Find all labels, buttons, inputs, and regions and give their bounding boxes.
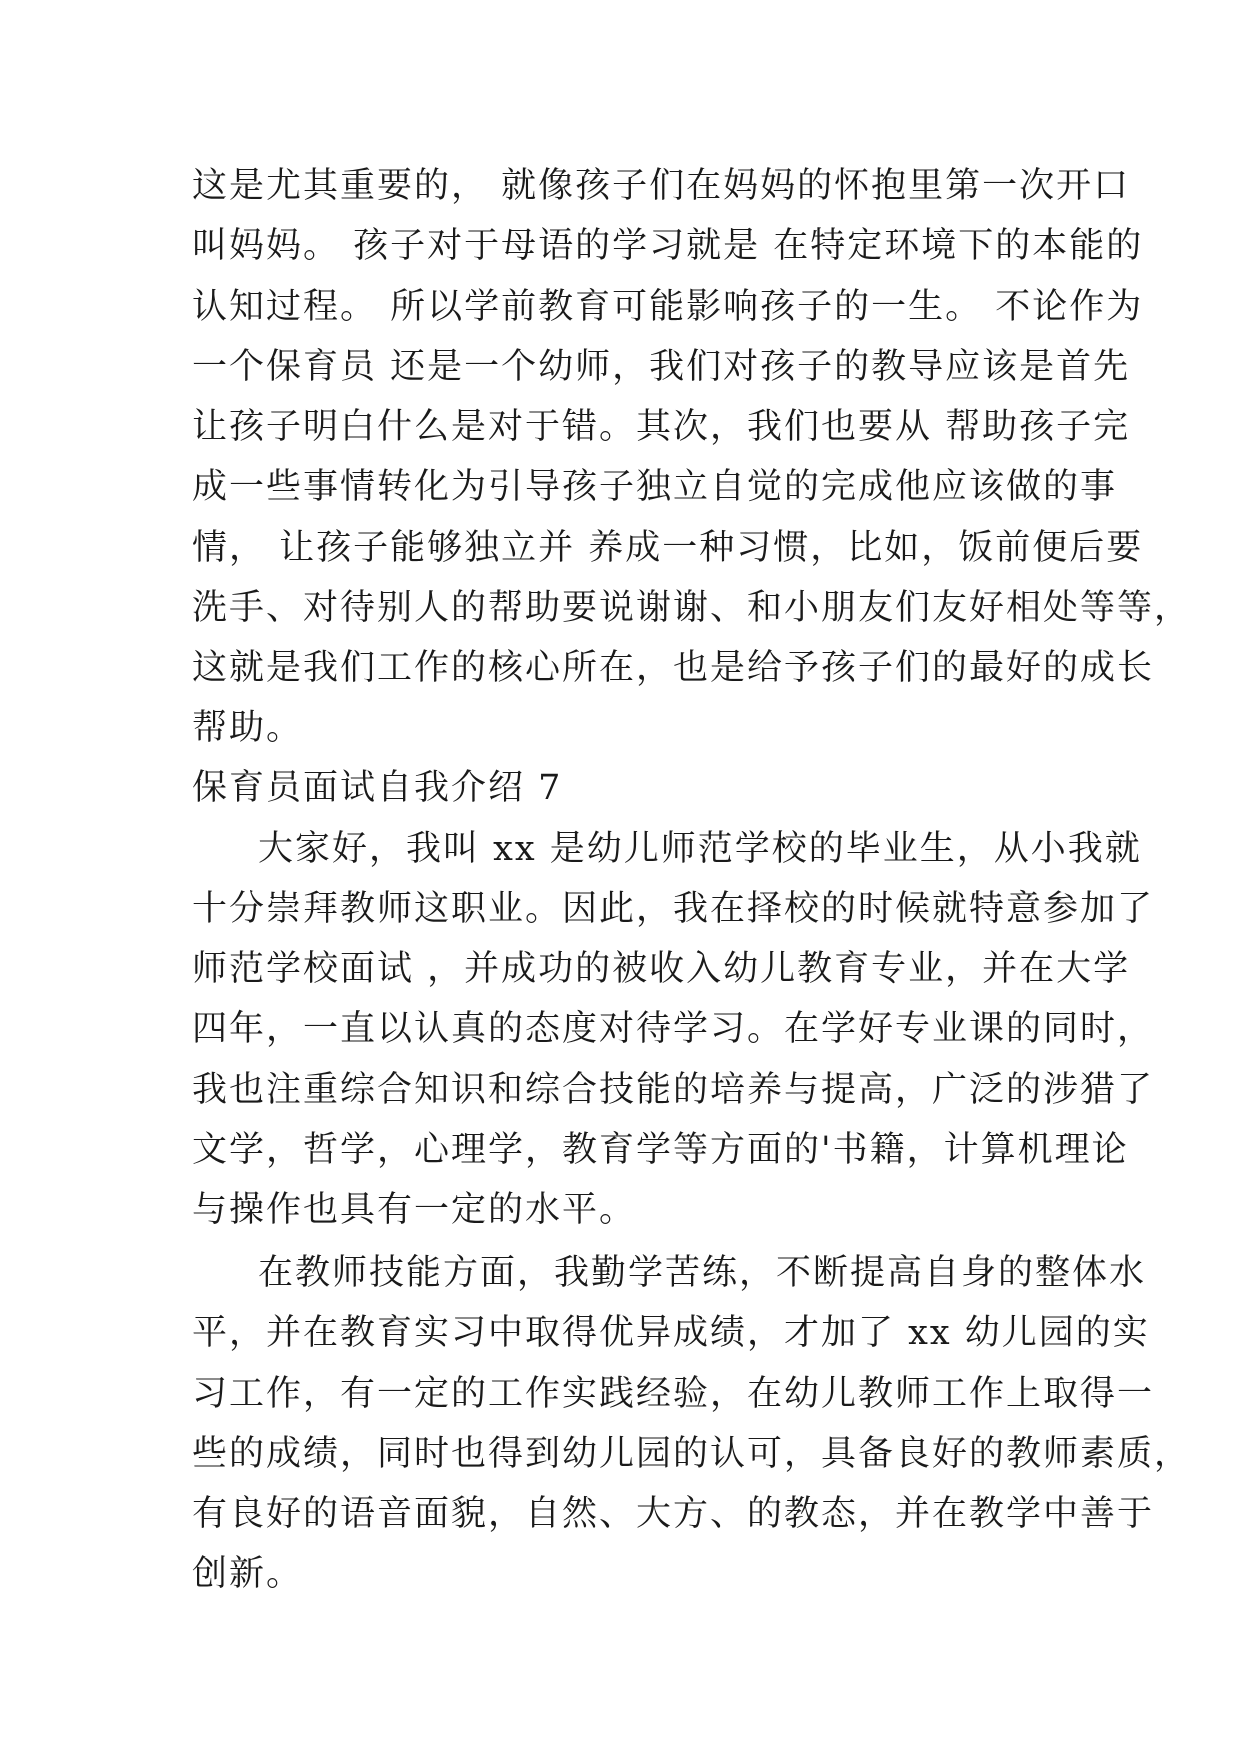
text-line: 平，并在教育实习中取得优异成绩，才加了 xx 幼儿园的实 [192,1313,1150,1353]
text-line: 一个保育员 还是一个幼师，我们对孩子的教导应该是首先 [192,347,1131,387]
text-line: 师范学校面试 ，并成功的被收入幼儿教育专业，并在大学 [192,949,1131,989]
text-line: 洗手、对待别人的帮助要说谢谢、和小朋友们友好相处等等， [192,588,1192,628]
text-line: 文学，哲学，心理学，教育学等方面的'书籍，计算机理论 [192,1130,1129,1170]
text-line: 帮助。 [192,708,304,748]
text-line: 成一些事情转化为引导孩子独立自觉的完成他应该做的事 [192,467,1118,507]
paragraph-first-line: 大家好，我叫 xx 是幼儿师范学校的毕业生，从小我就 [258,829,1142,869]
text-line: 让孩子明白什么是对于错。其次，我们也要从 帮助孩子完 [192,407,1131,447]
text-line: 些的成绩，同时也得到幼儿园的认可，具备良好的教师素质， [192,1434,1192,1474]
text-line: 这就是我们工作的核心所在，也是给予孩子们的最好的成长 [192,648,1155,688]
text-line: 情， 让孩子能够独立并 养成一种习惯，比如，饭前便后要 [192,528,1144,568]
text-line: 创新。 [192,1554,304,1594]
text-line: 有良好的语音面貌，自然、大方、的教态，并在教学中善于 [192,1494,1155,1534]
text-line: 叫妈妈。 孩子对于母语的学习就是 在特定环境下的本能的 [192,226,1144,266]
text-line: 认知过程。 所以学前教育可能影响孩子的一生。 不论作为 [192,287,1144,327]
paragraph-first-line: 在教师技能方面，我勤学苦练，不断提高自身的整体水 [258,1253,1147,1293]
text-line: 与操作也具有一定的水平。 [192,1190,637,1230]
text-line: 四年，一直以认真的态度对待学习。在学好专业课的同时， [192,1009,1155,1049]
text-line: 十分崇拜教师这职业。因此，我在择校的时候就特意参加了 [192,889,1155,929]
section-heading: 保育员面试自我介绍 7 [192,768,563,808]
text-line: 这是尤其重要的， 就像孩子们在妈妈的怀抱里第一次开口 [192,166,1131,206]
text-line: 习工作，有一定的工作实践经验，在幼儿教师工作上取得一 [192,1374,1155,1414]
text-line: 我也注重综合知识和综合技能的培养与提高，广泛的涉猎了 [192,1070,1155,1110]
